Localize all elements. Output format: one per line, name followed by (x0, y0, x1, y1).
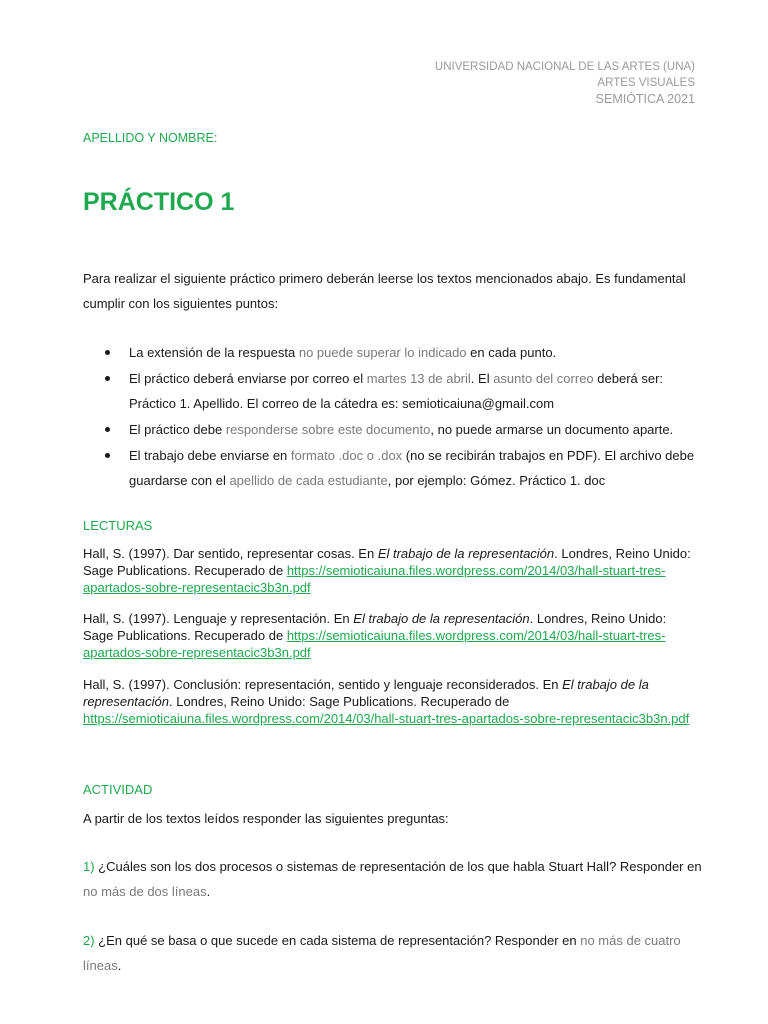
student-name-label: APELLIDO Y NOMBRE: (83, 131, 218, 145)
reference-book-title: El trabajo de la representación (353, 611, 530, 626)
instruction-text: El trabajo debe enviarse en (129, 448, 291, 463)
reference-entry (83, 545, 693, 596)
instruction-highlight: martes 13 de abril (366, 371, 471, 386)
instruction-text: (no se recibirán trabajos en PDF). El archivo debe guardarse con el (129, 448, 695, 488)
question-end: . (206, 884, 211, 899)
reference-entry (83, 676, 693, 727)
instruction-highlight: no puede superar lo indicado (298, 345, 467, 360)
reference-text: . Londres, Reino Unido: Sage Publications. Recuperado de (83, 546, 691, 578)
bullet-icon (105, 376, 110, 381)
page-title: PRÁCTICO 1 (83, 188, 235, 216)
question-end: . (117, 958, 122, 973)
question-1 (83, 854, 703, 904)
university-name: UNIVERSIDAD NACIONAL DE LAS ARTES (UNA) (434, 61, 695, 73)
department-name: ARTES VISUALES (597, 77, 695, 89)
question-limit: no más de cuatro líneas (83, 933, 681, 973)
reference-link[interactable]: https://semioticaiuna.files.wordpress.com/2014/03/hall-stuart-tres-apartados-sobre-representacic3b3n.pdf (83, 563, 666, 595)
instructions-list (83, 340, 703, 494)
instruction-item (83, 340, 703, 365)
instruction-text: , no puede armarse un documento aparte. (430, 422, 674, 437)
instruction-item (83, 417, 703, 442)
instruction-highlight: responderse sobre este documento (225, 422, 431, 437)
instruction-text: El práctico deberá enviarse por correo el (129, 371, 367, 386)
bullet-icon (105, 427, 110, 432)
question-number: 1) (83, 859, 95, 874)
reference-link[interactable]: https://semioticaiuna.files.wordpress.com/2014/03/hall-stuart-tres-apartados-sobre-representacic3b3n.pdf (83, 628, 666, 660)
instruction-text: La extensión de la respuesta (129, 345, 299, 360)
reference-text: Hall, S. (1997). Lenguaje y representación. En (83, 611, 354, 626)
instruction-highlight: asunto del correo (493, 371, 594, 386)
instruction-item (83, 443, 703, 493)
instruction-text: en cada punto. (466, 345, 557, 360)
question-text: ¿En qué se basa o que sucede en cada sistema de representación? Responder en (94, 933, 581, 948)
instruction-highlight: formato .doc o .dox (290, 448, 403, 463)
reference-book-title: El trabajo de la representación (83, 677, 649, 709)
actividad-intro: A partir de los textos leídos responder las siguientes preguntas: (83, 811, 449, 826)
question-number: 2) (83, 933, 95, 948)
question-limit: no más de dos líneas (83, 884, 207, 899)
bullet-icon (105, 350, 110, 355)
reference-text: Hall, S. (1997). Dar sentido, representar cosas. En (83, 546, 378, 561)
reference-text: Hall, S. (1997). Conclusión: representación, sentido y lenguaje reconsiderados. En (83, 677, 563, 692)
instruction-highlight: apellido de cada estudiante (229, 473, 388, 488)
question-text: ¿Cuáles son los dos procesos o sistemas de representación de los que habla Stuart Hall? Responder en (94, 859, 702, 874)
instruction-text: , por ejemplo: Gómez. Práctico 1. doc (387, 473, 606, 488)
actividad-heading: ACTIVIDAD (83, 782, 153, 797)
instruction-text: . El (470, 371, 494, 386)
reference-link[interactable]: https://semioticaiuna.files.wordpress.com/2014/03/hall-stuart-tres-apartados-sobre-representacic3b3n.pdf (83, 711, 690, 726)
instruction-text: deberá ser: Práctico 1. Apellido. El correo de la cátedra es: semioticaiuna@gmail.com (129, 371, 664, 411)
instruction-item (83, 366, 703, 416)
question-2 (83, 928, 703, 978)
intro-paragraph: Para realizar el siguiente práctico primero deberán leerse los textos mencionados abajo. Es fundamental cumplir con los siguientes puntos: (83, 271, 686, 311)
lecturas-heading: LECTURAS (83, 518, 153, 533)
course-name: SEMIÓTICA 2021 (595, 92, 695, 106)
reference-text: . Londres, Reino Unido: Sage Publications. Recuperado de (169, 694, 510, 709)
document-header (435, 59, 695, 107)
reference-entry (83, 610, 693, 661)
bullet-icon (105, 453, 110, 458)
reference-text: . Londres, Reino Unido: Sage Publications. Recuperado de (83, 611, 667, 643)
reference-book-title: El trabajo de la representación (377, 546, 555, 561)
instruction-text: El práctico debe (129, 422, 226, 437)
